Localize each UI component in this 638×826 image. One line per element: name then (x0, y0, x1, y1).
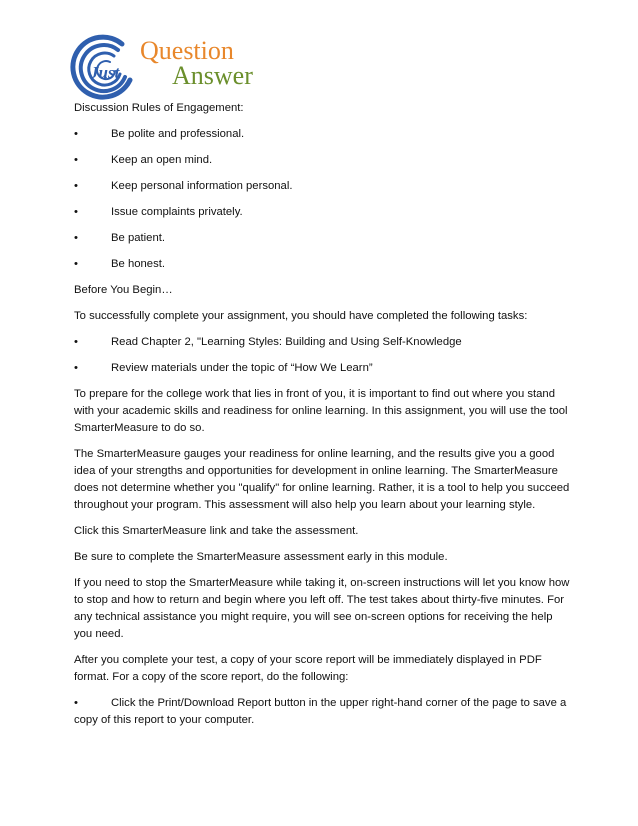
rule-item (74, 152, 570, 169)
rule-text: Keep personal information personal. (111, 180, 293, 192)
logo-just-text: Just (90, 63, 120, 82)
logo-question-text: Question (140, 36, 234, 65)
document-body (74, 100, 570, 738)
task-text: Read Chapter 2, "Learning Styles: Building and Using Self-Knowledge (111, 336, 462, 348)
rule-text: Keep an open mind. (111, 154, 213, 166)
bullet-icon: • (74, 180, 78, 192)
bullet-icon: • (74, 206, 78, 218)
stop-test-paragraph: If you need to stop the SmarterMeasure while taking it, on-screen instructions will let you know how to stop and how to return and begin where you left off. The test takes about thirty-five minutes. For any technical assistance you might require, you will see on-screen options for receiving the help you need. (74, 577, 570, 640)
bullet-icon: • (74, 154, 78, 166)
rule-item (74, 126, 570, 143)
gauges-paragraph: The SmarterMeasure gauges your readiness for online learning, and the results give you a good idea of your strengths and opportunities for development in online learning. The SmarterMeasure does not determine whether you "qualify" for online learning. Rather, it is a tool to help you succeed throughout your program. This assessment will also help you learn about your learning style. (74, 448, 570, 511)
prepare-paragraph: To prepare for the college work that lies in front of you, it is important to find out where you stand with your academic skills and readiness for online learning. In this assignment, you will use the tool SmarterMeasure to do so. (74, 388, 568, 434)
download-instruction-item (74, 695, 570, 729)
bullet-icon: • (74, 336, 78, 348)
task-text: Review materials under the topic of “How We Learn” (111, 362, 373, 374)
bullet-icon: • (74, 258, 78, 270)
just-answer-logo (70, 32, 280, 104)
rule-item (74, 256, 570, 273)
rule-item (74, 230, 570, 247)
rule-item (74, 204, 570, 221)
rules-heading: Discussion Rules of Engagement: (74, 102, 244, 114)
task-item (74, 360, 570, 377)
logo-graphic (70, 32, 280, 104)
rule-text: Be honest. (111, 258, 166, 270)
complete-early-paragraph: Be sure to complete the SmarterMeasure assessment early in this module. (74, 551, 448, 563)
logo-answer-text: Answer (172, 61, 253, 90)
click-link-paragraph: Click this SmarterMeasure link and take the assessment. (74, 525, 359, 537)
rule-text: Be patient. (111, 232, 166, 244)
task-item (74, 334, 570, 351)
bullet-icon: • (74, 128, 78, 140)
download-instruction-text: Click the Print/Download Report button in the upper right-hand corner of the page to save a copy of this report to your computer. (74, 697, 567, 726)
rule-text: Issue complaints privately. (111, 206, 243, 218)
bullet-icon: • (74, 232, 78, 244)
rule-item (74, 178, 570, 195)
rule-text: Be polite and professional. (111, 128, 245, 140)
bullet-icon: • (74, 362, 78, 374)
tasks-intro: To successfully complete your assignment, you should have completed the following tasks: (74, 310, 528, 322)
after-test-paragraph: After you complete your test, a copy of your score report will be immediately displayed in PDF format. For a copy of the score report, do the following: (74, 654, 542, 683)
before-heading: Before You Begin… (74, 284, 173, 296)
bullet-icon: • (74, 697, 78, 709)
